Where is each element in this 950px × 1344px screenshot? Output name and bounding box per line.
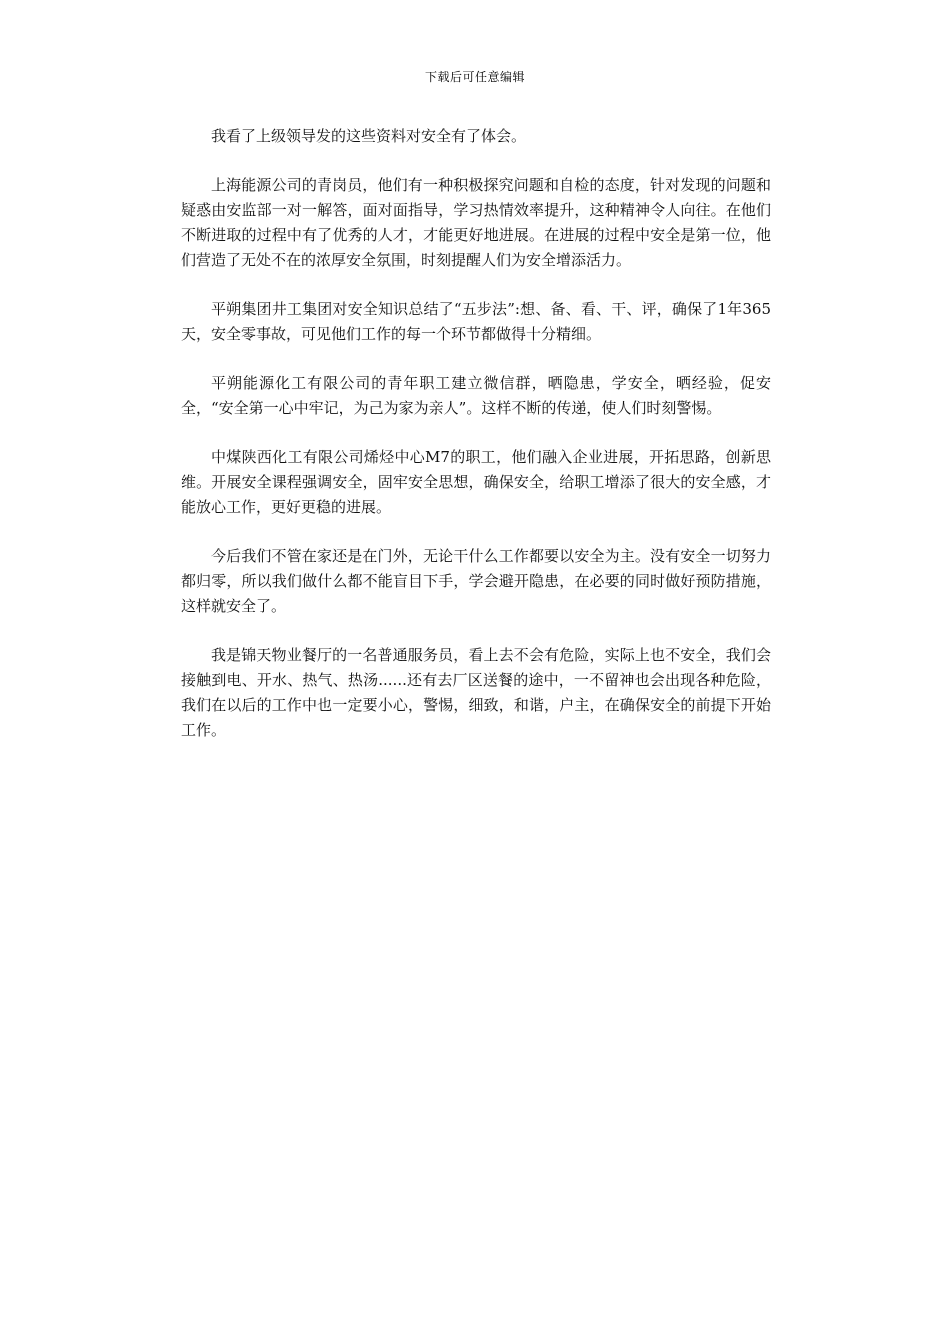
paragraph: 平朔能源化工有限公司的青年职工建立微信群，晒隐患，学安全，晒经验，促安全，“安全第一心中牢记，为己为家为亲人”。这样不断的传递，使人们时刻警惕。 <box>181 374 771 417</box>
paragraph: 我看了上级领导发的这些资料对安全有了体会。 <box>211 127 527 145</box>
paragraph: 中煤陕西化工有限公司烯烃中心M7的职工，他们融入企业进展，开拓思路，创新思维。开展安全课程强调安全，固牢安全思想，确保安全，给职工增添了很大的安全感，才能放心工作，更好更稳的进展。 <box>181 448 771 516</box>
paragraph: 我是锦天物业餐厅的一名普通服务员，看上去不会有危险，实际上也不安全，我们会接触到电、开水、热气、热汤......还有去厂区送餐的途中，一不留神也会出现各种危险，我们在以后的工作中也一定要小心，警惕，细致，和谐，户主，在确保安全的前提下开始工作。 <box>181 646 771 739</box>
paragraph: 今后我们不管在家还是在门外，无论干什么工作都要以安全为主。没有安全一切努力都归零，所以我们做什么都不能盲目下手，学会避开隐患，在必要的同时做好预防措施，这样就安全了。 <box>181 547 771 615</box>
paragraph: 上海能源公司的青岗员，他们有一种积极探究问题和自检的态度，针对发现的问题和疑惑由安监部一对一解答，面对面指导，学习热情效率提升，这种精神令人向往。在他们不断进取的过程中有了优秀的人才，才能更好地进展。在进展的过程中安全是第一位，他们营造了无处不在的浓厚安全氛围，时刻提醒人们为安全增添活力。 <box>181 176 771 269</box>
document-body <box>181 124 771 767</box>
header-note: 下载后可任意编辑 <box>424 70 525 84</box>
paragraph: 平朔集团井工集团对安全知识总结了“五步法”:想、备、看、干、评，确保了1年365天，安全零事故，可见他们工作的每一个环节都做得十分精细。 <box>181 300 771 343</box>
